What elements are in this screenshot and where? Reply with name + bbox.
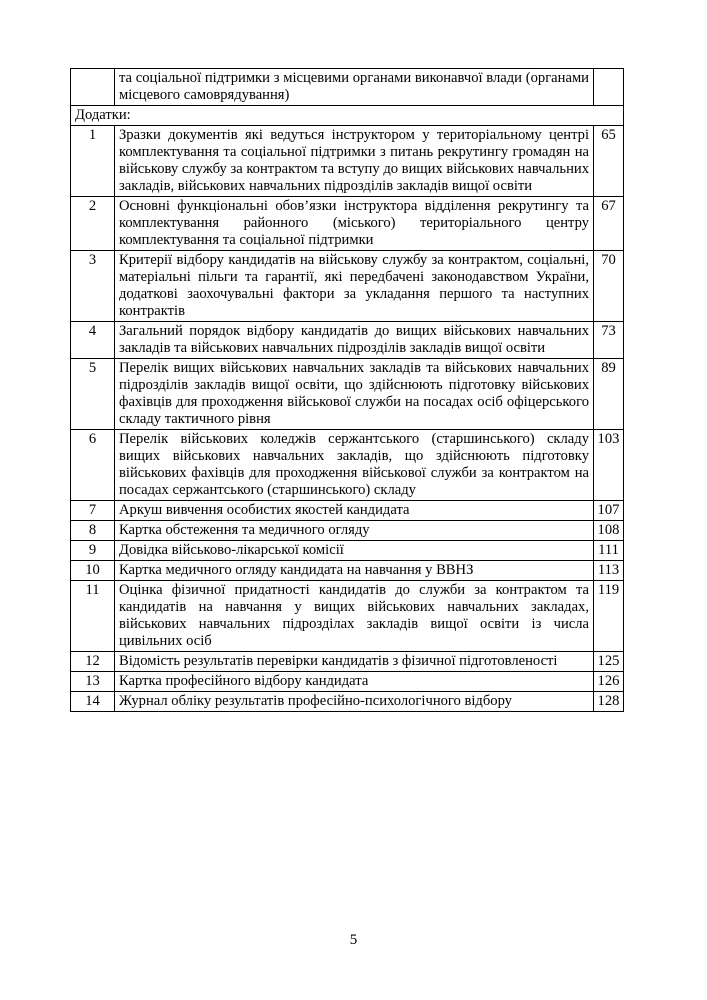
appendix-title: Аркуш вивчення особистих якостей кандидата [115, 501, 594, 521]
toc-row [71, 197, 624, 251]
appendix-number: 9 [71, 541, 115, 561]
appendix-number: 12 [71, 652, 115, 672]
toc-row [71, 322, 624, 359]
appendix-title: Критерії відбору кандидатів на військову службу за контрактом, соціальні, матеріальні пільги та гарантії, які передбачені законодавством України, додаткові заохочувальні фактори за укладання першого та наступних контрактів [115, 251, 594, 322]
appendix-title: Загальний порядок відбору кандидатів до вищих військових навчальних закладів та військових навчальних підрозділів закладів вищої освіти [115, 322, 594, 359]
appendix-page: 108 [594, 521, 624, 541]
appendix-page: 111 [594, 541, 624, 561]
toc-row [71, 126, 624, 197]
toc-row [71, 501, 624, 521]
appendix-page: 119 [594, 581, 624, 652]
toc-row [71, 581, 624, 652]
toc-page-cell [594, 69, 624, 106]
appendix-number: 3 [71, 251, 115, 322]
appendix-number: 13 [71, 672, 115, 692]
appendix-title: Картка медичного огляду кандидата на навчання у ВВНЗ [115, 561, 594, 581]
toc-row-section [71, 106, 624, 126]
toc-row [71, 541, 624, 561]
appendix-number: 7 [71, 501, 115, 521]
appendix-page: 65 [594, 126, 624, 197]
appendix-title: Перелік військових коледжів сержантського (старшинського) складу вищих військових навчальних закладів, що здійснюють підготовку військових фахівців для проходження військової служби за контрактом на посадах сержантського (старшинського) складу [115, 430, 594, 501]
page-number: 5 [349, 932, 358, 948]
appendix-title: Оцінка фізичної придатності кандидатів до служби за контрактом та кандидатів на навчання у вищих військових навчальних закладах, військових навчальних підрозділах закладів вищої освіти із числа цивільних осіб [115, 581, 594, 652]
appendix-page: 113 [594, 561, 624, 581]
appendix-number: 4 [71, 322, 115, 359]
toc-body [71, 69, 624, 712]
appendix-number: 14 [71, 692, 115, 712]
toc-row [71, 692, 624, 712]
appendix-page: 89 [594, 359, 624, 430]
toc-row [71, 251, 624, 322]
appendix-page: 107 [594, 501, 624, 521]
appendix-title: Відомість результатів перевірки кандидатів з фізичної підготовленості [115, 652, 594, 672]
appendix-page: 103 [594, 430, 624, 501]
appendix-title: Журнал обліку результатів професійно-психологічного відбору [115, 692, 594, 712]
appendix-page: 70 [594, 251, 624, 322]
appendix-number: 6 [71, 430, 115, 501]
appendix-number: 11 [71, 581, 115, 652]
appendix-number: 2 [71, 197, 115, 251]
section-heading: Додатки: [71, 106, 624, 126]
toc-row [71, 652, 624, 672]
toc-row [71, 430, 624, 501]
toc-row [71, 561, 624, 581]
appendix-page: 125 [594, 652, 624, 672]
appendix-title: Перелік вищих військових навчальних закладів та військових навчальних підрозділів закладів вищої освіти, що здійснюють підготовку військових фахівців для проходження військової служби на посадах осіб офіцерського складу тактичного рівня [115, 359, 594, 430]
appendix-title: Картка обстеження та медичного огляду [115, 521, 594, 541]
toc-row-continuation [71, 69, 624, 106]
appendix-toc-table [70, 68, 624, 712]
appendix-page: 73 [594, 322, 624, 359]
toc-row [71, 359, 624, 430]
toc-continuation-title: та соціальної підтримки з місцевими органами виконавчої влади (органами місцевого самоврядування) [115, 69, 594, 106]
appendix-title: Зразки документів які ведуться інструктором у територіальному центрі комплектування та соціальної підтримки з питань рекрутингу громадян на військову службу за контрактом та вступу до вищих військових навчальних закладів, військових навчальних підрозділів закладів вищої освіти [115, 126, 594, 197]
appendix-number: 10 [71, 561, 115, 581]
toc-row [71, 672, 624, 692]
appendix-title: Довідка військово-лікарської комісії [115, 541, 594, 561]
toc-num-cell [71, 69, 115, 106]
appendix-page: 128 [594, 692, 624, 712]
appendix-number: 1 [71, 126, 115, 197]
toc-row [71, 521, 624, 541]
appendix-number: 5 [71, 359, 115, 430]
appendix-page: 126 [594, 672, 624, 692]
appendix-title: Основні функціональні обов’язки інструктора відділення рекрутингу та комплектування районного (міського) територіального центру комплектування та соціальної підтримки [115, 197, 594, 251]
appendix-title: Картка професійного відбору кандидата [115, 672, 594, 692]
appendix-page: 67 [594, 197, 624, 251]
appendix-number: 8 [71, 521, 115, 541]
